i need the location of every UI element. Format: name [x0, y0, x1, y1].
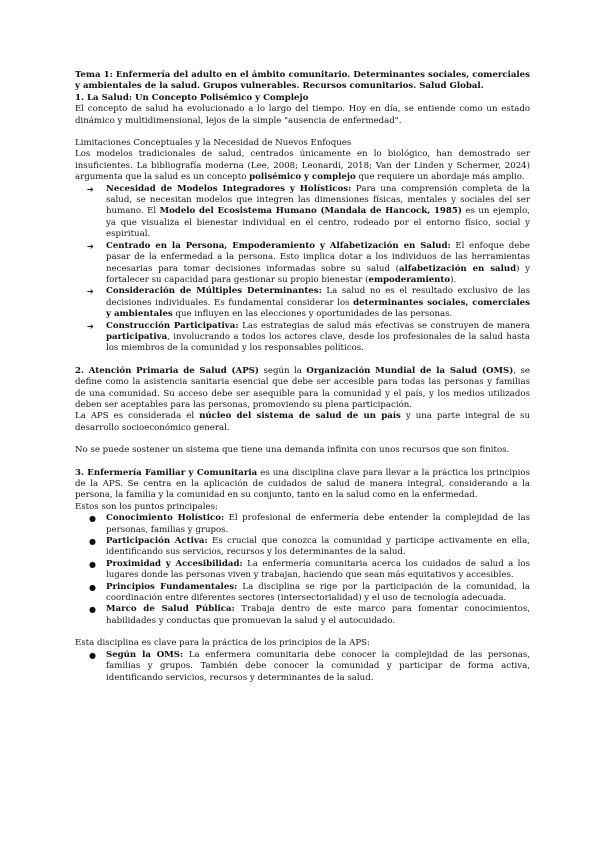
list-item: ➔ Consideración de Múltiples Determinantes: La salud no es el resultado exclusivo de las decisiones individuales. Es fundamental considerar los determinantes sociales, comerciales y ambientales que influyen en las elecciones y oportunidades de las personas.	[87, 286, 530, 320]
list-item: ➔ Centrado en la Persona, Empoderamiento y Alfabetización en Salud: El enfoque debe pasar de la enfermedad a la persona. Esto implica dotar a los individuos de las herramientas necesarias para tomar decisiones informadas sobre su salud (alfabetización en salud) y fortalecer su capacidad para gestionar su propio bienestar (empoderamiento).	[87, 240, 530, 285]
list-item: ● Proximidad y Accesibilidad: La enfermería comunitaria acerca los cuidados de salud a los lugares donde las personas viven y trabajan, haciendo que sean más equitativos y accesibles.	[89, 558, 531, 581]
list-item: ➔ Necesidad de Modelos Integradores y Holísticos: Para una comprensión completa de la salud, se necesitan modelos que integren las dimensiones físicas, mentales y sociales del ser humano. El Modelo del Ecosistema Humano (Mandala de Hancock, 1985) es un ejemplo, ya que visualiza el bienestar individual en el centro, rodeado por el entorno físico, social y espiritual.	[87, 183, 531, 240]
document-title: Tema 1: Enfermería del adulto en el ámbito comunitario. Determinantes sociales, comerciales y ambientales de la salud. Grupos vulnerables. Recursos comunitarios. Salud Global.	[75, 70, 530, 92]
arrow-icon: ➔	[87, 321, 94, 331]
arrow-icon: ➔	[87, 184, 94, 194]
list-item: ● Conocimiento Holístico: El profesional de enfermería debe entender la complejidad de las personas, familias y grupos.	[89, 513, 530, 535]
section-1-paragraph: Los modelos tradicionales de salud, centrados únicamente en lo biológico, han demostrado ser insuficientes. La bibliografía moderna (Lee, 2008; Leonardi, 2018; Van der Linden y Schermer, 2024) argumenta que la salud es un concepto polisémico y complejo que requiere un abordaje más amplio.	[75, 149, 530, 183]
section-3-paragraph: 3. Enfermería Familiar y Comunitaria es una disciplina clave para llevar a la práctica los principios de la APS. Se centra en la aplicación de cuidados de salud de manera integral, considerando a la persona, la familia y la comunidad en su conjunto, tanto en la salud como en la enfermedad.	[75, 467, 530, 501]
section-1-intro: El concepto de salud ha evolucionado a lo largo del tiempo. Hoy en día, se entiende como un estado dinámico y multidimensional, lejos de la simple "ausencia de enfermedad".	[75, 104, 530, 126]
bullet-icon: ●	[89, 582, 96, 592]
arrow-icon: ➔	[87, 241, 94, 251]
section-3-list	[75, 513, 530, 627]
section-2-note: No se puede sostener un sistema que tiene una demanda infinita con unos recursos que son finitos.	[75, 445, 510, 456]
list-item: ● Marco de Salud Pública: Trabaja dentro de este marco para fomentar conocimientos, habilidades y conductas que promuevan la salud y el autocuidado.	[89, 604, 530, 626]
bullet-icon: ●	[89, 605, 96, 615]
bullet-icon: ●	[89, 537, 96, 547]
bullet-icon: ●	[89, 650, 96, 660]
section-3-intro-2: Esta disciplina es clave para la práctica de los principios de la APS:	[75, 638, 370, 649]
list-item: ● Principios Fundamentales: La disciplina se rige por la participación de la comunidad, la coordinación entre diferentes sectores (intersectorialidad) y el uso de tecnología adecuada.	[89, 581, 530, 604]
section-2-aps-paragraph: La APS es considerada el núcleo del sistema de salud de un país y una parte integral de su desarrollo socioeconómico general.	[75, 411, 530, 433]
section-1-subheading: Limitaciones Conceptuales y la Necesidad de Nuevos Enfoques	[75, 138, 352, 149]
bullet-icon: ●	[89, 559, 96, 569]
list-item: ● Participación Activa: Es crucial que conozca la comunidad y participe activamente en ella, identificando sus servicios, recursos y los determinantes de la salud.	[89, 536, 530, 558]
list-item: ➔ Construcción Participativa: Las estrategias de salud más efectivas se construyen de manera participativa, involucrando a todos los actores clave, desde los profesionales de la salud hasta los miembros de la comunidad y los responsables políticos.	[87, 320, 530, 354]
bullet-icon: ●	[89, 514, 96, 524]
list-item: ● Según la OMS: La enfermera comunitaria debe conocer la complejidad de las personas, familias y grupos. También debe conocer la comunidad y participar de forma activa, identificando servicios, recursos y determinantes de la salud.	[89, 649, 531, 683]
section-3-points-intro: Estos son los puntos principales:	[75, 501, 218, 512]
section-1-heading: 1. La Salud: Un Concepto Polisémico y Complejo	[75, 92, 309, 103]
section-2-paragraph: 2. Atención Primaria de Salud (APS) según la Organización Mundial de la Salud (OMS), se define como la asistencia sanitaria esencial que debe ser accesible para todas las personas y familias de una comunidad. Su acceso debe ser asequible para la comunidad y el país, y los medios utilizados deben ser aceptables para las personas, promoviendo su plena participación.	[75, 365, 530, 410]
section-1-list	[75, 184, 530, 355]
arrow-icon: ➔	[87, 287, 94, 297]
section-3-list-2	[75, 650, 530, 684]
